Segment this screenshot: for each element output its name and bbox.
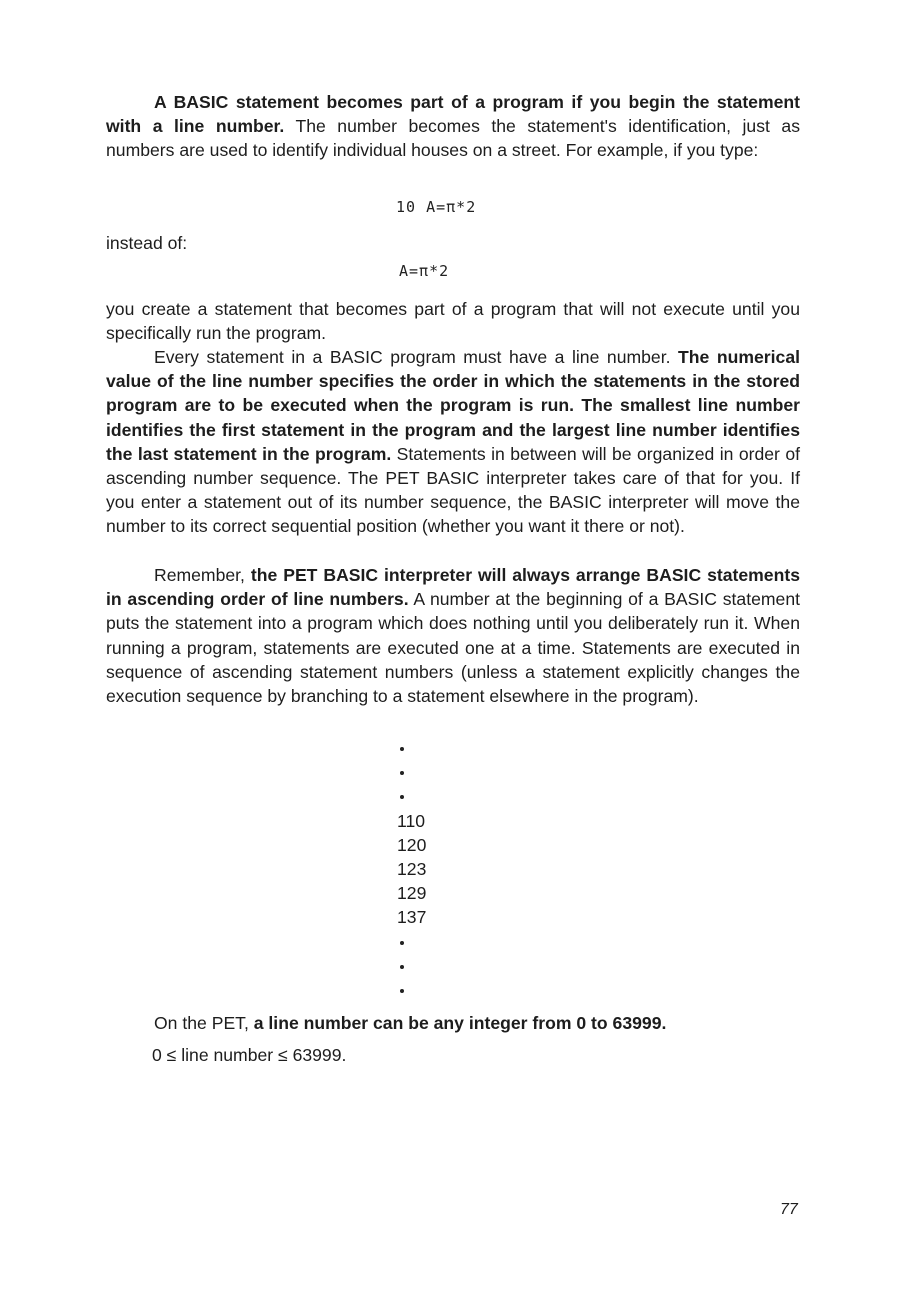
paragraph-bold-text: a line number can be any integer from 0 to 63999. <box>253 1013 667 1033</box>
instead-of-label: instead of: <box>106 233 188 253</box>
paragraph-line-number-order <box>106 345 800 539</box>
range-expression: 0 ≤ line number ≤ 63999. <box>152 1045 347 1065</box>
paragraph-line-number-range <box>106 1011 800 1035</box>
code-example-with-line-number: 10 A=π*2 <box>396 198 477 216</box>
paragraph-text: Remember, <box>154 565 251 585</box>
ellipsis-dot <box>400 989 404 993</box>
paragraph-line-number-intro <box>106 90 800 163</box>
ellipsis-dot <box>400 771 404 775</box>
page-number: 77 <box>780 1201 798 1218</box>
paragraph-text: A number at the beginning of a BASIC statement puts the statement into a program which does nothing until you deliberately run it. When running a program, statements are executed one at a time. Statements are executed in sequence of ascending statement numbers (unless a statement explicitly changes the execution sequence by branching to a statement elsewhere in the program). <box>106 589 800 707</box>
paragraph-text: The number becomes the statement's identification, just as numbers are used to identify individual houses on a street. For example, if you type: <box>106 116 800 161</box>
paragraph-text: Statements in between will be organized in order of ascending number sequence. The PET BASIC interpreter takes care of that for you. If you enter a statement out of its number sequence, the BASIC interpreter will move the number to its correct sequential position (whether you want it there or not). <box>106 443 800 537</box>
paragraph-text: Every statement in a BASIC program must have a line number. <box>154 347 679 367</box>
line-number-item: 120 <box>397 835 427 855</box>
ellipsis-dot <box>400 795 404 799</box>
paragraph-bold-text: the PET BASIC interpreter will always arrange BASIC statements in ascending order of line numbers. <box>106 565 800 610</box>
paragraph-ascending-order <box>106 563 800 708</box>
paragraph-bold-lead: A BASIC statement becomes part of a program if you begin the statement with a line number. <box>106 92 800 137</box>
line-number-item: 137 <box>397 907 427 927</box>
paragraph-text: On the PET, <box>154 1013 254 1033</box>
line-number-item: 123 <box>397 859 427 879</box>
ellipsis-dot <box>400 965 404 969</box>
paragraph-text: you create a statement that becomes part of a program that will not execute until you specifically run the program. <box>106 299 800 344</box>
code-example-without-line-number: A=π*2 <box>399 262 450 280</box>
line-number-item: 110 <box>397 811 426 831</box>
ellipsis-dot <box>400 747 404 751</box>
paragraph-program-execution <box>106 297 800 345</box>
ellipsis-dot <box>400 941 404 945</box>
paragraph-bold-text: The numerical value of the line number specifies the order in which the statements in the stored program are to be executed when the program is run. The smallest line number identifies the first statement in the program and the largest line number identifies the last statement in the program. <box>106 347 800 464</box>
line-number-item: 129 <box>397 883 427 903</box>
